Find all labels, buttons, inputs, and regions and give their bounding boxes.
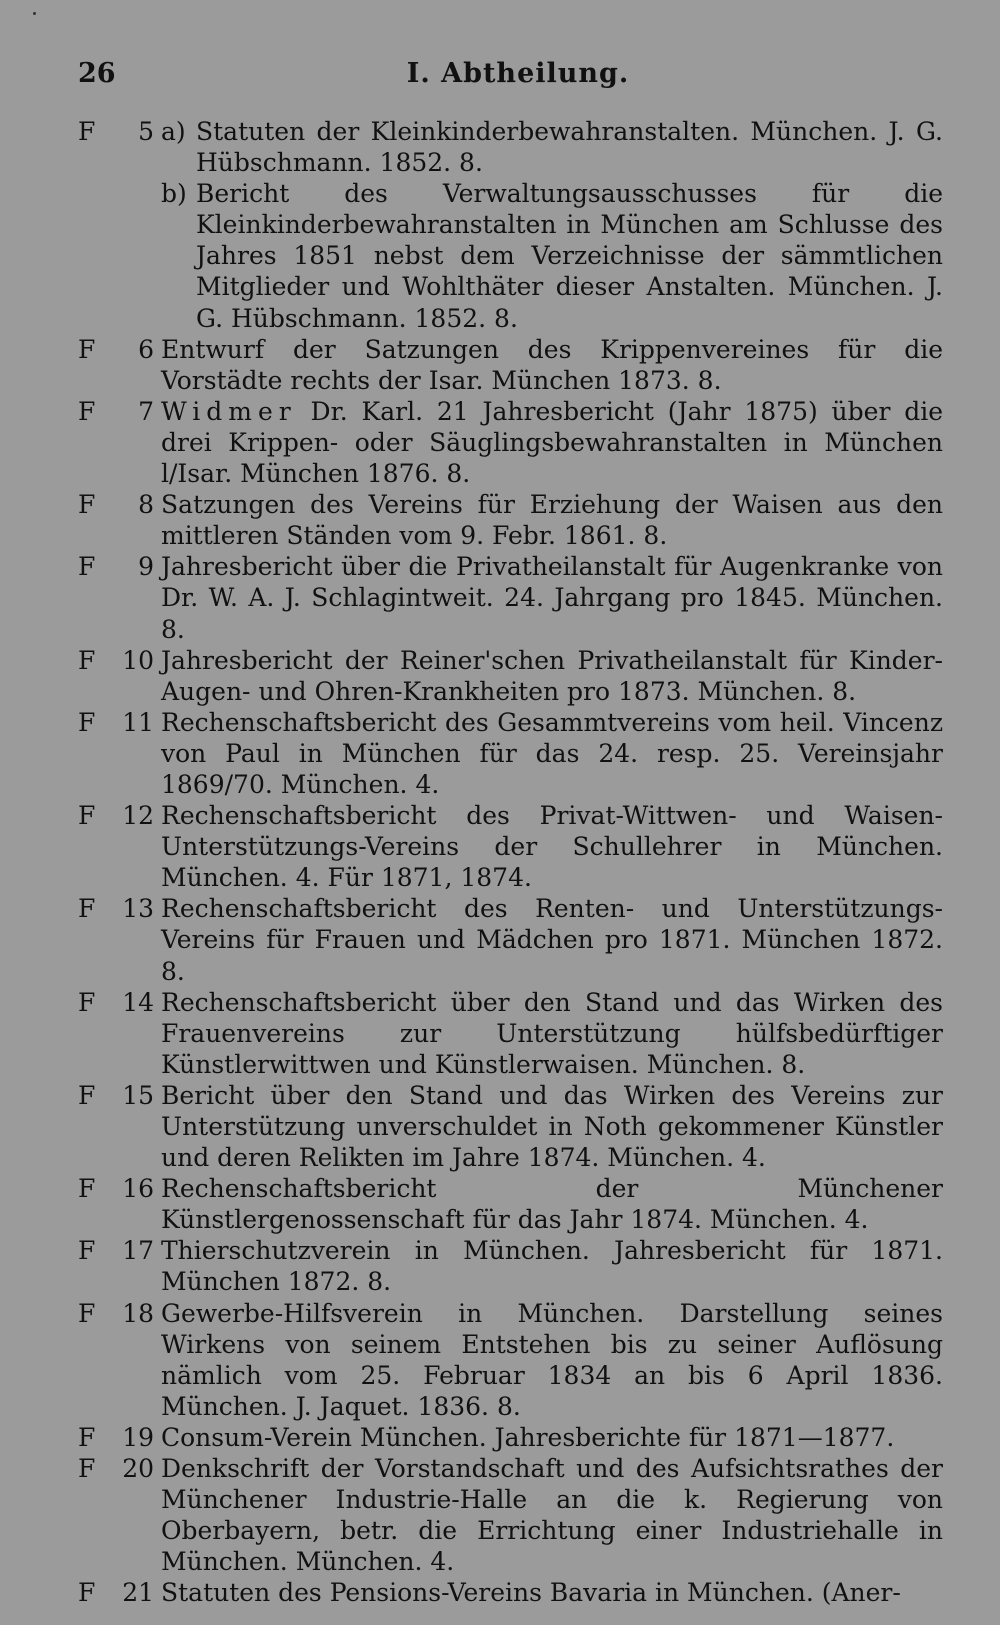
shelf-mark-letter: F	[78, 1236, 96, 1266]
shelf-mark-letter: F	[78, 1422, 96, 1452]
catalog-entry	[78, 707, 943, 800]
shelf-mark-letter: F	[78, 1454, 96, 1484]
entry-body	[161, 396, 943, 489]
section-title: I. Abtheilung.	[406, 58, 630, 89]
entry-text: Rechenschaftsbericht der Münchener Künstlergenossenschaft für das Jahr 1874. München. 4.	[161, 1174, 943, 1235]
shelf-mark-number: 19	[122, 1422, 154, 1452]
catalog-entry	[78, 893, 943, 986]
subentry-label: a)	[161, 117, 186, 146]
catalog-entry	[78, 1080, 943, 1173]
shelf-mark-number: 16	[122, 1174, 154, 1204]
shelf-mark-number: 7	[138, 396, 154, 426]
shelf-mark-letter: F	[78, 1080, 96, 1110]
shelf-mark-letter: F	[78, 1174, 96, 1204]
entry-text: Jahresbericht über die Privatheilanstalt für Augenkranke von Dr. W. A. J. Schlagintweit. 24. Jahrgang pro 1845. München. 8.	[161, 552, 943, 644]
shelf-mark-letter: F	[78, 1298, 96, 1328]
shelf-mark-number: 21	[122, 1578, 154, 1608]
entry-text: Denkschrift der Vorstandschaft und des Aufsichtsrathes der Münchener Industrie-Halle an die k. Regierung von Oberbayern, betr. die Errichtung einer Industriehalle in München. München. 4.	[161, 1454, 943, 1577]
shelf-mark-letter: F	[78, 987, 96, 1017]
catalog-entry	[78, 1235, 943, 1297]
subentry-label: b)	[161, 179, 187, 209]
entry-text: Statuten der Kleinkinderbewahranstalten. München. J. G. Hübschmann. 1852. 8.	[196, 117, 943, 178]
shelf-mark-letter: F	[78, 707, 96, 737]
shelf-mark-letter: F	[78, 645, 96, 675]
author-name: Widmer	[161, 396, 297, 426]
entry-text: Dr. Karl. 21 Jahresbericht (Jahr 1875) über die drei Krippen- oder Säuglingsbewahranstalten in München l/Isar. München 1876. 8.	[161, 396, 944, 489]
entry-text: Consum-Verein München. Jahresberichte für 1871—1877.	[161, 1422, 895, 1452]
shelf-mark-letter: F	[78, 490, 96, 520]
shelf-mark-number: 15	[122, 1080, 154, 1110]
page-number: 26	[78, 58, 116, 89]
catalog-subentry	[161, 178, 943, 333]
catalog-entry	[78, 489, 943, 551]
entry-text: Rechenschaftsbericht des Privat-Wittwen- und Waisen-Unterstützungs-Vereins der Schullehrer in München. München. 4. Für 1871, 1874.	[161, 801, 943, 893]
entry-text: Thierschutzverein in München. Jahresbericht für 1871. München 1872. 8.	[161, 1236, 943, 1297]
catalog-entry	[78, 334, 943, 396]
shelf-mark-number: 14	[122, 987, 154, 1017]
catalog-entry	[78, 1298, 943, 1422]
shelf-mark-number: 17	[122, 1236, 154, 1266]
catalog-entry	[78, 1173, 943, 1235]
entry-text: Rechenschaftsbericht des Renten- und Unterstützungs-Vereins für Frauen und Mädchen pro 1871. München 1872. 8.	[161, 894, 943, 986]
entry-text: Rechenschaftsbericht über den Stand und das Wirken des Frauenvereins zur Unterstützung hülfsbedürftiger Künstlerwittwen und Künstlerwaisen. München. 8.	[161, 987, 943, 1079]
scan-speck	[33, 12, 36, 15]
entry-text: Statuten des Pensions-Vereins Bavaria in München. (Aner-	[161, 1578, 901, 1608]
entry-text: Jahresbericht der Reiner'schen Privatheilanstalt für Kinder-Augen- und Ohren-Krankheiten pro 1873. München. 8.	[161, 645, 943, 706]
catalog-entry	[78, 800, 943, 893]
shelf-mark-number: 10	[122, 645, 154, 675]
shelf-mark-number: 20	[122, 1454, 154, 1484]
catalog-subentry	[161, 116, 943, 178]
shelf-mark-letter: F	[78, 552, 96, 582]
catalog-entries	[78, 116, 943, 1609]
catalog-entry	[78, 396, 943, 489]
shelf-mark-letter: F	[78, 801, 96, 831]
shelf-mark-number: 11	[122, 707, 154, 737]
catalog-entry	[78, 1422, 943, 1453]
shelf-mark-letter: F	[78, 894, 96, 924]
shelf-mark-number: 6	[138, 334, 154, 364]
entry-text: Bericht des Verwaltungsausschusses für die Kleinkinderbewahranstalten in München am Schlusse des Jahres 1851 nebst dem Verzeichnisse der sämmtlichen Mitglieder und Wohlthäter dieser Anstalten. München. J. G. Hübschmann. 1852. 8.	[196, 179, 943, 333]
shelf-mark-number: 12	[122, 801, 154, 831]
shelf-mark-number: 18	[122, 1298, 154, 1328]
catalog-entry	[78, 551, 943, 644]
entry-text: Bericht über den Stand und das Wirken des Vereins zur Unterstützung unverschuldet in Noth gekommener Künstler und deren Relikten im Jahre 1874. München. 4.	[161, 1080, 943, 1173]
entry-text: Gewerbe-Hilfsverein in München. Darstellung seines Wirkens von seinem Entstehen bis zu seiner Auflösung nämlich vom 25. Februar 1834 an bis 6 April 1836. München. J. Jaquet. 1836. 8.	[161, 1298, 943, 1421]
catalog-entry	[78, 645, 943, 707]
entry-text: Satzungen des Vereins für Erziehung der Waisen aus den mittleren Ständen vom 9. Febr. 1861. 8.	[161, 490, 943, 551]
catalog-entry	[78, 116, 943, 334]
catalog-entry	[78, 987, 943, 1080]
shelf-mark-number: 8	[138, 490, 154, 520]
catalog-entry	[78, 1577, 943, 1608]
shelf-mark-letter: F	[78, 334, 96, 364]
catalog-entry	[78, 1453, 943, 1577]
shelf-mark-letter: F	[78, 396, 96, 426]
shelf-mark-letter: F	[78, 117, 96, 146]
entry-text: Entwurf der Satzungen des Krippenvereines für die Vorstädte rechts der Isar. München 1873. 8.	[161, 334, 943, 395]
shelf-mark-number: 13	[122, 894, 154, 924]
entry-text: Rechenschaftsbericht des Gesammtvereins vom heil. Vincenz von Paul in München für das 24. resp. 25. Vereinsjahr 1869/70. München. 4.	[161, 707, 943, 799]
shelf-mark-letter: F	[78, 1578, 96, 1608]
shelf-mark-number: 5	[138, 117, 154, 146]
page-header	[78, 52, 958, 96]
shelf-mark-number: 9	[138, 552, 154, 582]
